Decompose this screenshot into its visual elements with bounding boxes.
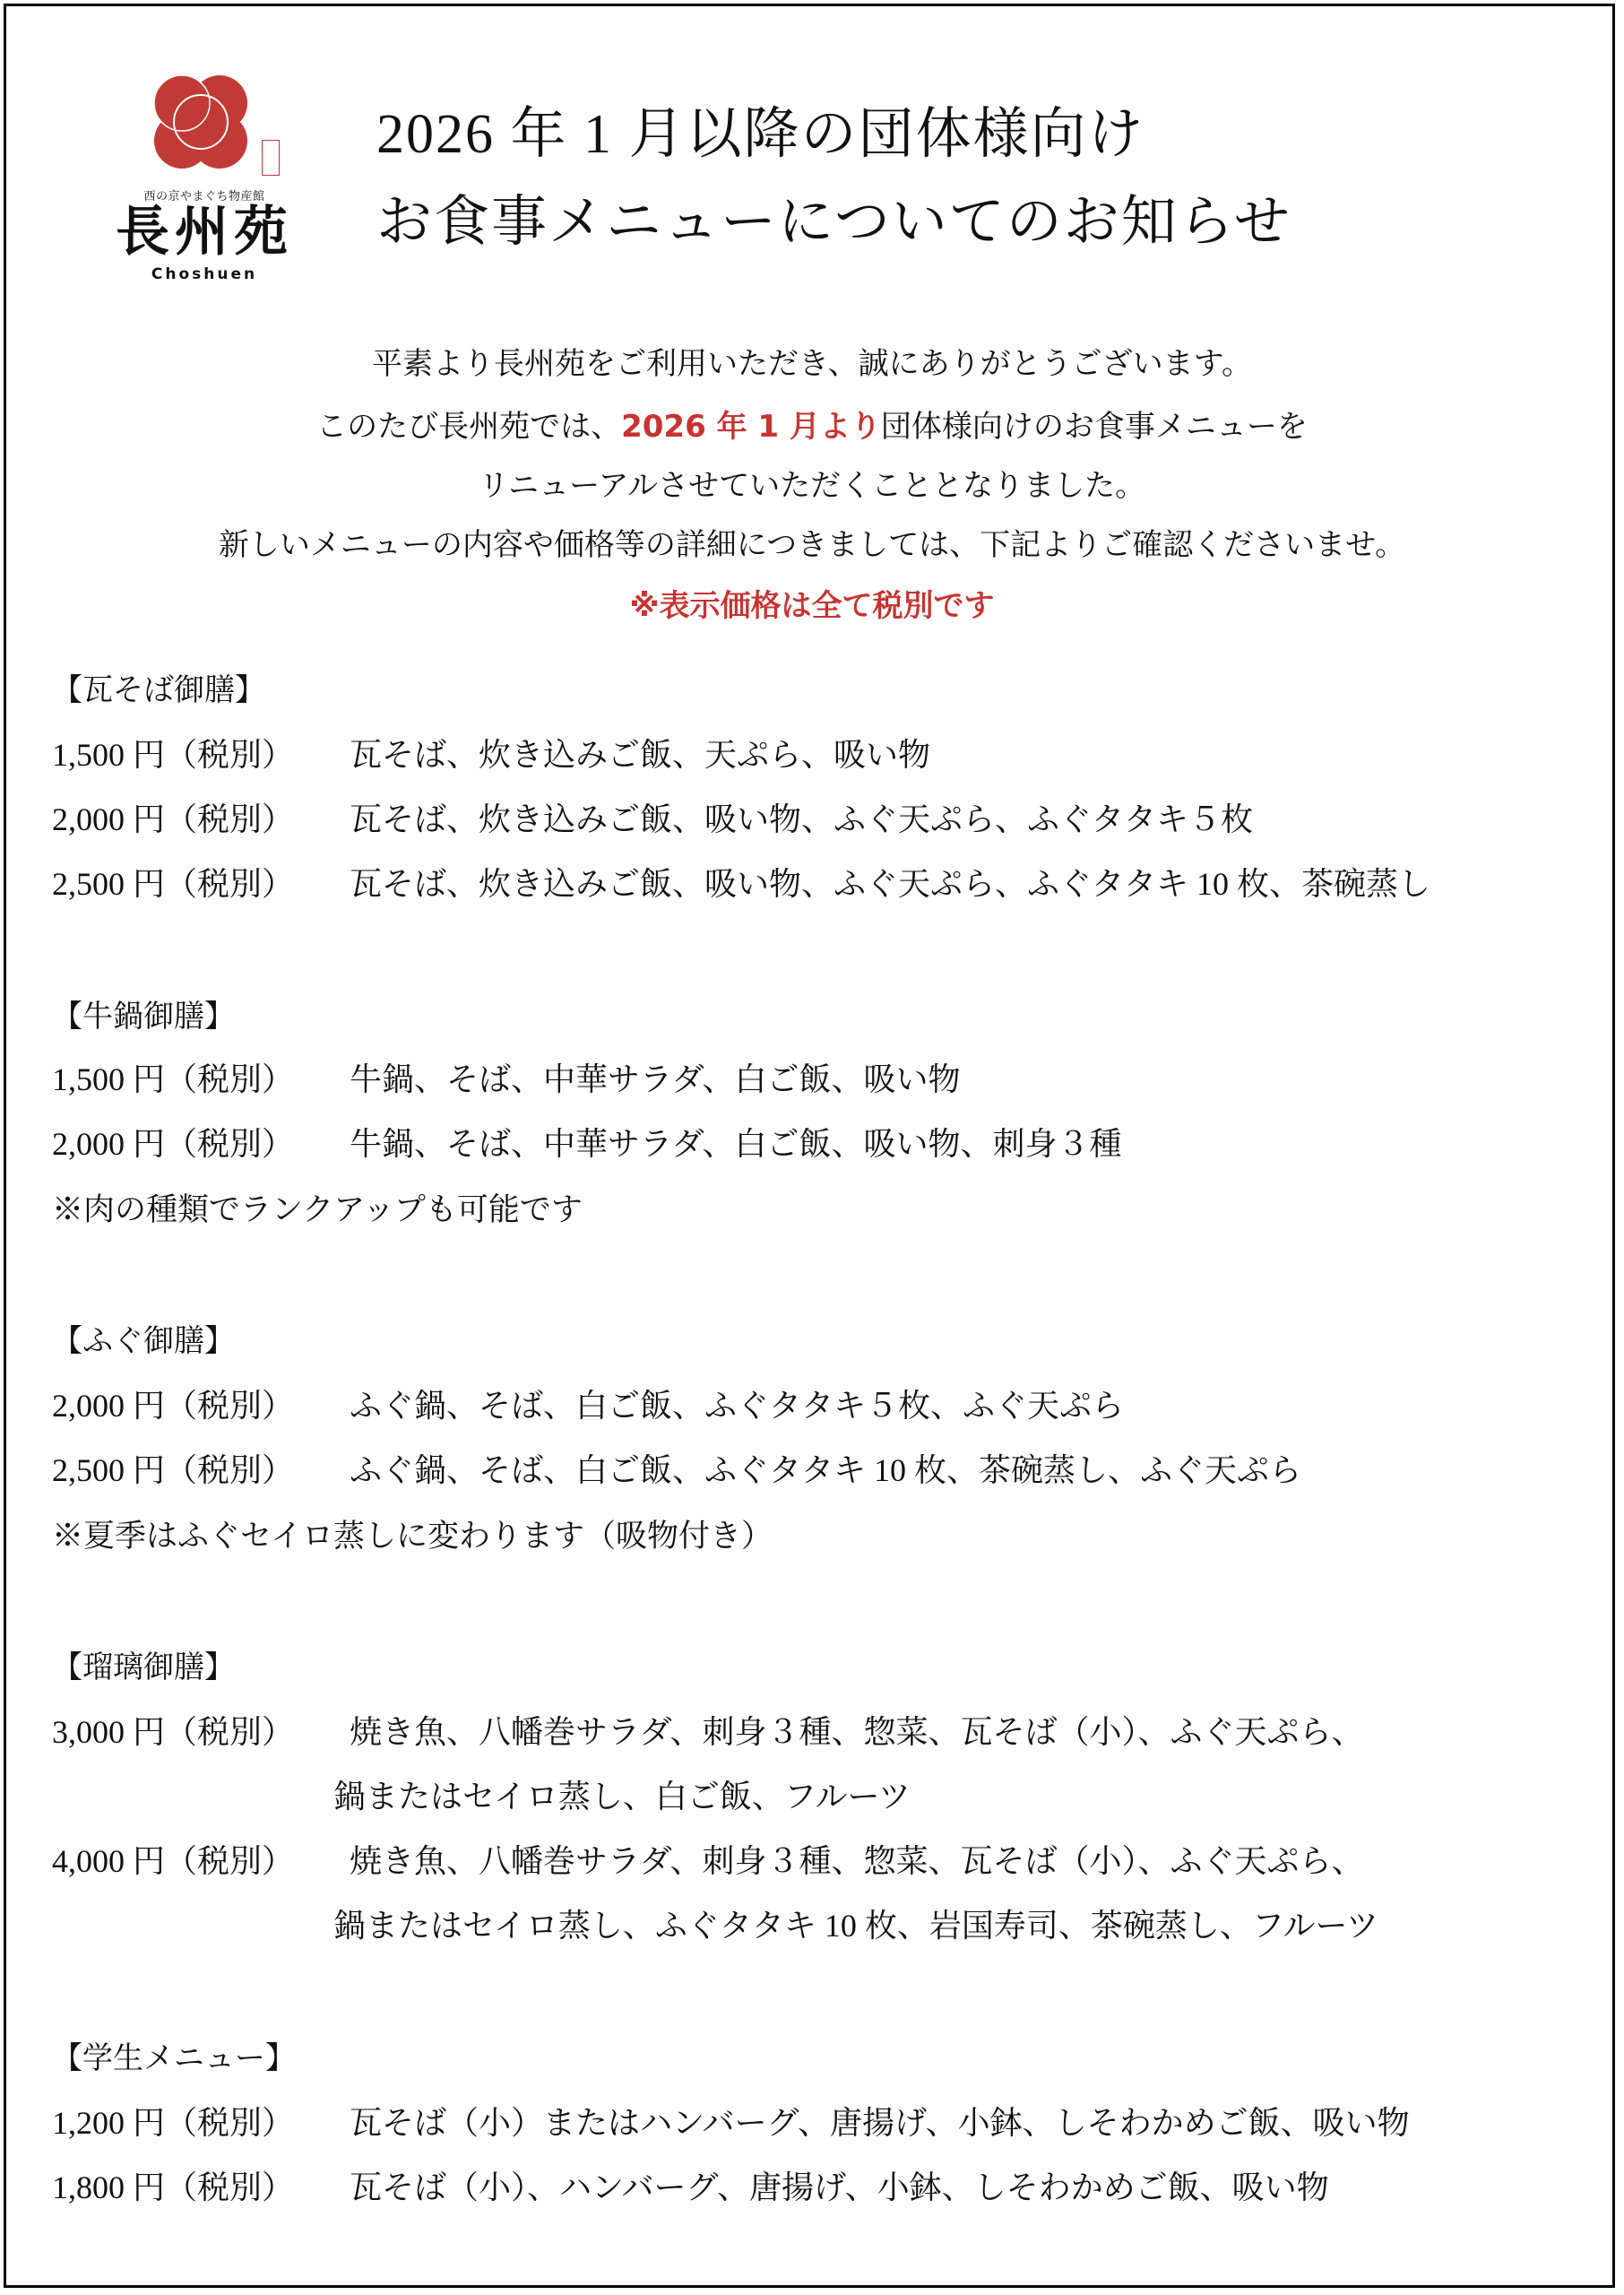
menu-row bbox=[52, 2162, 1329, 2208]
seal-stamp bbox=[262, 140, 280, 176]
menu-desc-continued: 鍋またはセイロ蒸し、ふぐタタキ 10 枚、岩国寿司、茶碗蒸し、フルーツ bbox=[333, 1908, 1379, 1944]
section-heading-student: 【学生メニュー】 bbox=[52, 2042, 296, 2075]
menu-price: 2,000 円（税別） bbox=[52, 1388, 295, 1424]
logo-name: 長州苑 bbox=[116, 203, 293, 262]
menu-desc: ふぐ鍋、そば、白ご飯、ふぐタタキ 10 枚、茶碗蒸し、ふぐ天ぷら bbox=[350, 1452, 1302, 1488]
menu-desc: 牛鍋、そば、中華サラダ、白ご飯、吸い物 bbox=[350, 1061, 961, 1097]
menu-price: 1,500 円（税別） bbox=[52, 737, 295, 773]
logo bbox=[106, 57, 303, 299]
menu-desc: 瓦そば（小）、ハンバーグ、唐揚げ、小鉢、しそわかめご飯、吸い物 bbox=[350, 2169, 1329, 2205]
menu-price: 2,500 円（税別） bbox=[52, 1452, 295, 1488]
menu-desc: 焼き魚、八幡巻サラダ、刺身３種、惣菜、瓦そば（小）、ふぐ天ぷら、 bbox=[350, 1843, 1364, 1879]
tax-note: ※表示価格は全て税別です bbox=[629, 588, 995, 624]
intro-line3: リニューアルさせていただくこととなりました。 bbox=[478, 470, 1146, 503]
intro-line2 bbox=[0, 402, 1624, 446]
intro-line2-pre: このたび長州苑では、 bbox=[316, 411, 622, 444]
menu-price: 1,800 円（税別） bbox=[52, 2169, 295, 2205]
section-heading-fugu: 【ふぐ御膳】 bbox=[52, 1325, 235, 1358]
page-title-line2: お食事メニューについてのお知らせ bbox=[376, 192, 1291, 253]
four-circles-emblem bbox=[142, 63, 260, 181]
menu-row bbox=[52, 1707, 1363, 1753]
menu-price: 2,000 円（税別） bbox=[52, 1126, 295, 1162]
menu-row bbox=[52, 1836, 1363, 1882]
menu-desc: 焼き魚、八幡巻サラダ、刺身３種、惣菜、瓦そば（小）、ふぐ天ぷら、 bbox=[350, 1714, 1364, 1750]
intro-date-highlight: 2026 年 1 月より bbox=[621, 409, 881, 445]
logo-roman: Choshuen bbox=[151, 265, 258, 283]
menu-row bbox=[52, 859, 1430, 905]
menu-price: 2,000 円（税別） bbox=[52, 801, 295, 837]
menu-row bbox=[52, 1119, 1121, 1165]
menu-desc: 牛鍋、そば、中華サラダ、白ご飯、吸い物、刺身３種 bbox=[350, 1126, 1122, 1162]
menu-desc: 瓦そば、炊き込みご飯、吸い物、ふぐ天ぷら、ふぐタタキ５枚 bbox=[350, 801, 1254, 837]
menu-row bbox=[52, 1054, 960, 1100]
menu-note: ※夏季はふぐセイロ蒸しに変わります（吸物付き） bbox=[52, 1519, 773, 1554]
menu-desc: 瓦そば、炊き込みご飯、天ぷら、吸い物 bbox=[350, 737, 931, 773]
intro-line1: 平素より長州苑をご利用いただき、誠にありがとうございます。 bbox=[372, 348, 1252, 381]
menu-price: 1,500 円（税別） bbox=[52, 1061, 295, 1097]
menu-row bbox=[52, 794, 1253, 840]
menu-desc: ふぐ鍋、そば、白ご飯、ふぐタタキ５枚、ふぐ天ぷら bbox=[350, 1388, 1125, 1424]
menu-price: 4,000 円（税別） bbox=[52, 1843, 295, 1879]
menu-row bbox=[52, 730, 930, 775]
menu-desc-continued: 鍋またはセイロ蒸し、白ご飯、フルーツ bbox=[333, 1779, 911, 1814]
menu-desc: 瓦そば（小）またはハンバーグ、唐揚げ、小鉢、しそわかめご飯、吸い物 bbox=[350, 2105, 1410, 2141]
menu-row bbox=[52, 1381, 1124, 1426]
menu-price: 2,500 円（税別） bbox=[52, 866, 295, 902]
menu-row bbox=[52, 2098, 1410, 2143]
section-heading-ruri: 【瑠璃御膳】 bbox=[52, 1651, 235, 1684]
intro-line2-post: 団体様向けのお食事メニューを bbox=[880, 411, 1308, 444]
menu-price: 1,200 円（税別） bbox=[52, 2105, 295, 2141]
section-heading-kawara: 【瓦そば御膳】 bbox=[52, 674, 265, 707]
logo-subtitle: 西の京やまぐち物産館 bbox=[143, 189, 265, 203]
page-title-line1: 2026 年 1 月以降の団体様向け bbox=[376, 104, 1145, 165]
menu-desc: 瓦そば、炊き込みご飯、吸い物、ふぐ天ぷら、ふぐタタキ 10 枚、茶碗蒸し bbox=[350, 866, 1431, 902]
menu-price: 3,000 円（税別） bbox=[52, 1714, 295, 1750]
menu-row bbox=[52, 1445, 1301, 1491]
menu-note: ※肉の種類でランクアップも可能です bbox=[52, 1192, 583, 1227]
intro-line4: 新しいメニューの内容や価格等の詳細につきましては、下記よりご確認くださいませ。 bbox=[218, 529, 1406, 562]
section-heading-gyunabe: 【牛鍋御膳】 bbox=[52, 1000, 235, 1034]
